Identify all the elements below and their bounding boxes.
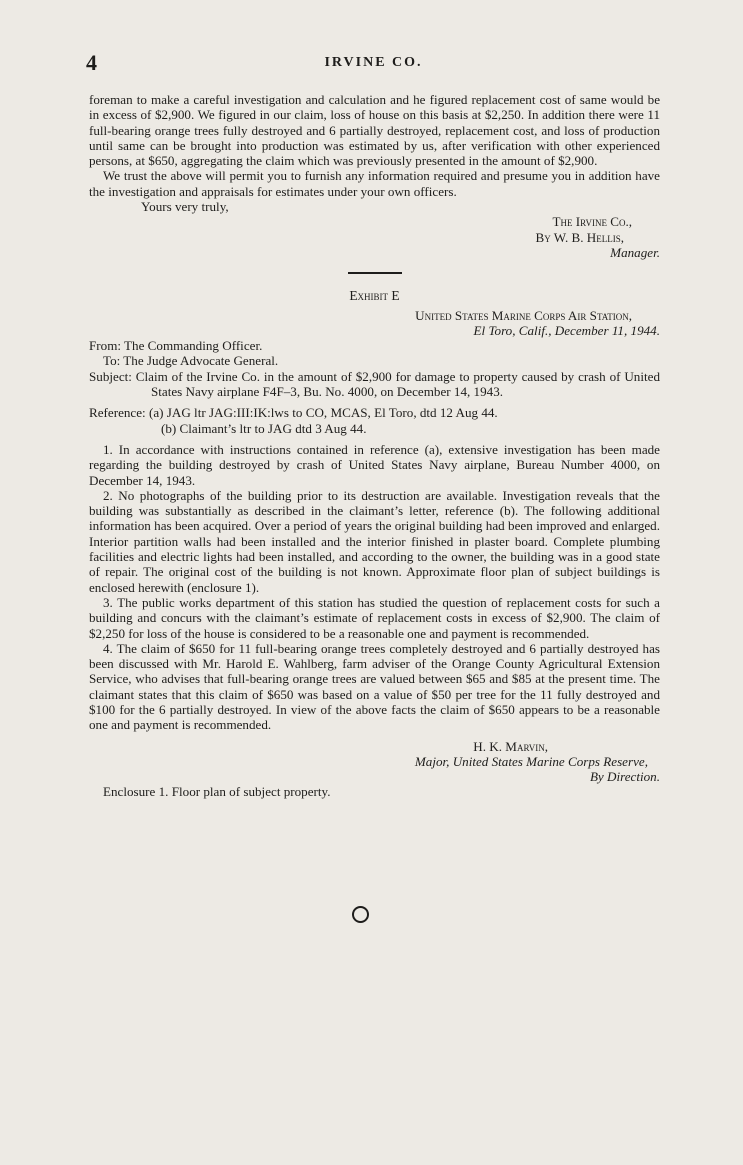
page-content: [89, 92, 660, 800]
section-divider: [348, 272, 402, 274]
exhibit-title: Exhibit E: [349, 288, 400, 304]
memo-paragraph-4: 4. The claim of $650 for 11 full-bearing orange trees completely destroyed and 6 partially destroyed has been discussed with Mr. Harold E. Wahlberg, farm adviser of the Orange County Agricultural Extension Service, who advises that full-bearing orange trees are valued between $65 and $85 at the present time. The claimant states that this claim of $650 was based on a value of $50 per tree for the 11 fully destroyed and $100 for the 6 partially destroyed. In view of the above facts the claim of $650 appears to be a reasonable one and payment is recommended.: [89, 640, 660, 733]
memo-signer-name: H. K. Marvin,: [473, 738, 548, 754]
letter-signer-name: By W. B. Hellis,: [535, 229, 624, 245]
memo-enclosure: Enclosure 1. Floor plan of subject property.: [103, 784, 331, 800]
memo-reference-a: Reference: (a) JAG ltr JAG:III:IK:lws to CO, MCAS, El Toro, dtd 12 Aug 44.: [89, 405, 498, 421]
memo-signer-rank: Major, United States Marine Corps Reserve,: [414, 753, 648, 769]
memo-signer-direction: By Direction.: [589, 769, 660, 785]
memo-to: To: The Judge Advocate General.: [103, 353, 279, 369]
memo-from: From: The Commanding Officer.: [89, 338, 263, 354]
letter-paragraph-2: We trust the above will permit you to furnish any information required and presume you in addition have the investigation and appraisals for estimates under your own officers.: [89, 168, 660, 199]
letter-paragraph-1: foreman to make a careful investigation and calculation and he figured replacement cost of same would be in excess of $2,900. We figured in our claim, loss of house on this basis at $2,250. In addition there were 11 full-bearing orange trees fully destroyed and 6 partially destroyed, replacement cost, and loss of production until same can be brought into production was estimated by us, after verification with other experienced persons, at $650, aggregating the claim which was previously presented in the amount of $2,900.: [89, 92, 660, 169]
memo-subject: Subject: Claim of the Irvine Co. in the amount of $2,900 for damage to property caused by crash of United States Navy airplane F4F–3, Bu. No. 4000, on December 14, 1943.: [89, 368, 660, 400]
memo-paragraph-3: 3. The public works department of this station has studied the question of replacement costs for such a building and concurs with the claimant’s estimate of replacement costs in excess of $2,900. The claim of $2,250 for loss of the house is considered to be a reasonable one and payment is recommended.: [89, 594, 660, 641]
page-number: 4: [86, 50, 97, 75]
punch-hole-mark: [352, 906, 369, 923]
running-title: IRVINE CO.: [324, 55, 423, 70]
memo-paragraph-2: 2. No photographs of the building prior to its destruction are available. Investigation reveals that the building was substantially as described in the claimant’s letter, reference (b). The following additional information has been acquired. Over a period of years the original building had been improved and enlarged. Interior partition walls had been installed and the interior finished in plaster board. Complete plumbing facilities and electric lights had been installed, and according to the owner, the building was in a good state of repair. The original cost of the building is not known. Approximate floor plan of subject buildings is enclosed herewith (enclosure 1).: [89, 487, 660, 595]
letter-signer-company: The Irvine Co.,: [552, 214, 632, 230]
letter-closing: Yours very truly,: [141, 199, 229, 215]
memo-reference-b: (b) Claimant’s ltr to JAG dtd 3 Aug 44.: [161, 420, 367, 436]
exhibit-station: United States Marine Corps Air Station,: [415, 307, 632, 323]
letter-signer-title: Manager.: [610, 244, 660, 260]
page-header: [86, 50, 661, 80]
memo-paragraph-1: 1. In accordance with instructions contained in reference (a), extensive investigation has been made regarding the building destroyed by crash of United States Navy airplane, Bureau Number 4000, on December 14, 1943.: [89, 441, 660, 488]
exhibit-place-date: El Toro, Calif., December 11, 1944.: [473, 322, 660, 338]
